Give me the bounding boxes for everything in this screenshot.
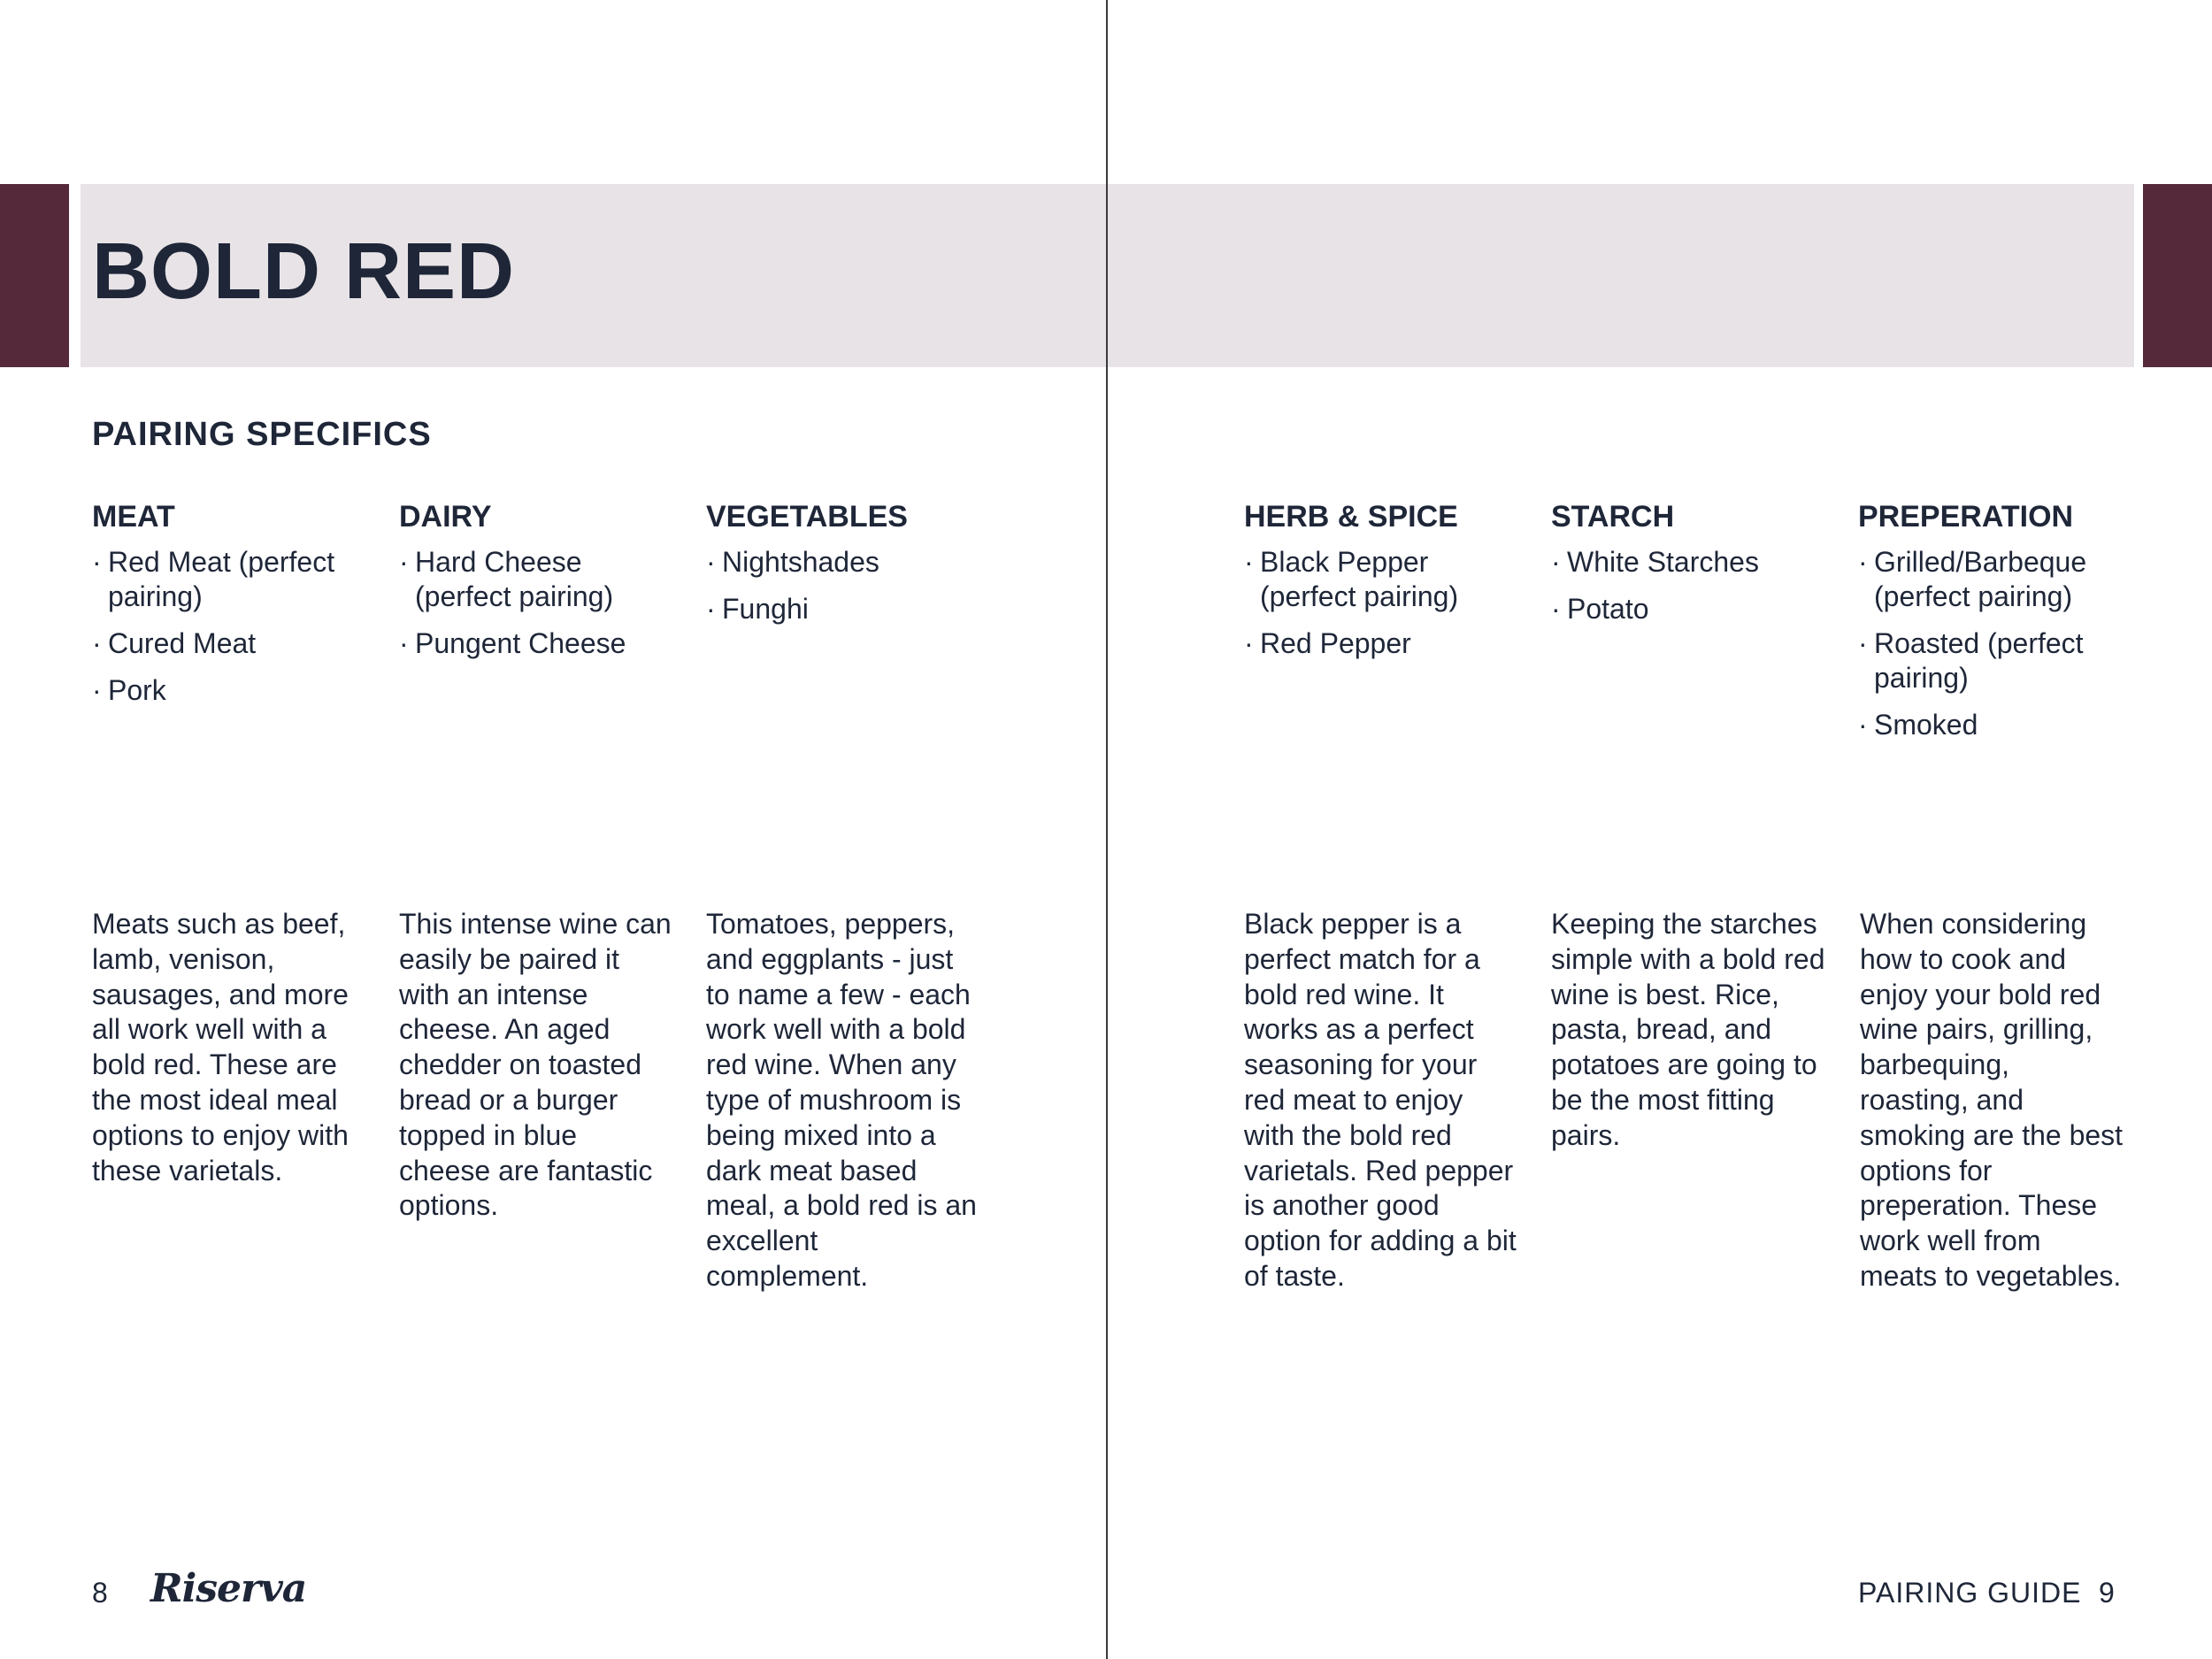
meat-description: Meats such as beef, lamb, venison, sausages, and more all work well with a bold red. These are the most ideal meal options to enjoy with these varietals. <box>92 908 349 1187</box>
list-item: · Funghi <box>706 592 980 626</box>
column-meat <box>92 497 366 720</box>
pairing-list <box>399 545 673 661</box>
column-heading: STARCH <box>1551 500 1675 534</box>
herb-spice-description: Black pepper is a perfect match for a bold red wine. It works as a perfect seasoning for your red meat to enjoy with the bold red varietals. Red pepper is another good option for adding a bit of taste. <box>1244 908 1517 1292</box>
column-vegetables <box>706 497 980 639</box>
column-heading: MEAT <box>92 500 175 534</box>
page-spine-divider <box>1106 0 1108 1659</box>
vegetables-description: Tomatoes, peppers, and eggplants - just to name a few - each work well with a bold red wine. When any type of mushroom is being mixed into a dark meat based meal, a bold red is an excellent complement. <box>706 908 977 1292</box>
dairy-description: This intense wine can easily be paired it with an intense cheese. An aged chedder on toasted bread or a burger topped in blue cheese are fantastic options. <box>399 908 672 1222</box>
section-heading: PAIRING SPECIFICS <box>92 416 432 453</box>
left-page-number: 8 <box>92 1577 108 1609</box>
list-item: · Red Meat (perfect pairing) <box>92 545 366 614</box>
column-heading: DAIRY <box>399 500 492 534</box>
page-title: BOLD RED <box>92 227 515 316</box>
list-item: · Cured Meat <box>92 626 366 661</box>
column-herb-spice <box>1244 497 1518 673</box>
column-dairy <box>399 497 673 673</box>
pairing-list <box>1244 545 1518 661</box>
pairing-list <box>92 545 366 708</box>
list-item: · Pork <box>92 673 366 708</box>
riserva-logo: Riserva <box>150 1566 307 1611</box>
starch-description: Keeping the starches simple with a bold red wine is best. Rice, pasta, bread, and potatoes are going to be the most fitting pairs. <box>1551 908 1825 1151</box>
preperation-description: When considering how to cook and enjoy your bold red wine pairs, grilling, barbequing, roasting, and smoking are the best options for preperation. These work well from meats to vegetables. <box>1860 908 2124 1292</box>
list-item: · Hard Cheese (perfect pairing) <box>399 545 673 614</box>
column-starch <box>1551 497 1825 639</box>
pairing-list <box>1858 545 2124 742</box>
pairing-guide-label: PAIRING GUIDE <box>1858 1577 2082 1609</box>
right-title-band <box>1108 184 2134 367</box>
column-preperation <box>1858 497 2124 755</box>
list-item: · Nightshades <box>706 545 980 580</box>
column-heading: PREPERATION <box>1858 500 2074 534</box>
list-item: · Potato <box>1551 592 1825 626</box>
list-item: · Black Pepper (perfect pairing) <box>1244 545 1518 614</box>
pairing-list <box>1551 545 1825 626</box>
list-item: · White Starches <box>1551 545 1825 580</box>
list-item: · Pungent Cheese <box>399 626 673 661</box>
pairing-list <box>706 545 980 626</box>
column-heading: HERB & SPICE <box>1244 500 1458 534</box>
column-heading: VEGETABLES <box>706 500 908 534</box>
list-item: · Roasted (perfect pairing) <box>1858 626 2124 695</box>
right-page-number: 9 <box>2099 1577 2115 1609</box>
right-accent-bar <box>2143 184 2212 367</box>
left-accent-bar <box>0 184 69 367</box>
list-item: · Smoked <box>1858 708 2124 742</box>
list-item: · Grilled/Barbeque (perfect pairing) <box>1858 545 2124 614</box>
list-item: · Red Pepper <box>1244 626 1518 661</box>
